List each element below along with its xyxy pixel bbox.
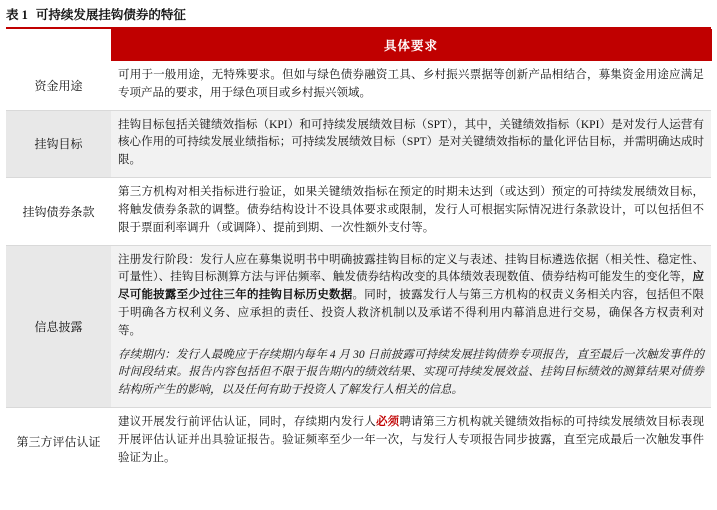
table-row — [6, 61, 711, 111]
content-paragraph — [118, 252, 704, 341]
row-content — [111, 245, 711, 408]
row-label: 信息披露 — [6, 245, 111, 408]
table-row — [6, 245, 711, 408]
row-content — [111, 61, 711, 111]
features-table — [6, 29, 712, 474]
content-paragraph — [118, 347, 704, 400]
content-run: 可用于一般用途，无特殊要求。但如与绿色债券融资工具、乡村振兴票据等创新产品相结合，募集资金用途应满足专项产品的要求，用于绿色项目或乡村振兴领域。 — [118, 69, 704, 99]
table-caption — [0, 0, 717, 27]
table-row — [6, 110, 711, 177]
content-paragraph — [118, 184, 704, 237]
row-label: 挂钩债券条款 — [6, 178, 111, 245]
row-label: 挂钩目标 — [6, 110, 111, 177]
row-content — [111, 408, 711, 475]
content-run: 建议开展发行前评估认证，同时，存续期内发行人 — [118, 416, 376, 428]
content-paragraph — [118, 117, 704, 170]
row-label: 第三方评估认证 — [16, 434, 101, 449]
content-run: 存续期内：发行人最晚应于存续期内每年 4 月 30 日前披露可持续发展挂钩债券专项报告，直至最后一次触发事件的时间段结束。报告内容包括但不限于报告期内的绩效结果、实现可持续发展效益、挂钩目标绩效的测算结果对债券结构所产生的影响，以及任何有助于投资人了解发行人相关的信息。 — [118, 348, 704, 397]
caption-number: 表 1 — [6, 8, 28, 22]
row-content — [111, 110, 711, 177]
table-header-left — [6, 30, 111, 61]
content-run: 挂钩目标包括关键绩效指标（KPI）和可持续发展绩效目标（SPT），其中，关键绩效指标（KPI）是对发行人运营有核心作用的可持续发展业绩指标；可持续发展绩效目标（SPT）是对关键绩效指标的量化评估目标，并需明确达成时限。 — [118, 118, 704, 167]
table-header-right: 具体要求 — [111, 30, 711, 61]
content-paragraph — [118, 67, 704, 103]
content-run: 第三方机构对相关指标进行验证，如果关键绩效指标在预定的时期未达到（或达到）预定的可持续发展绩效目标，将触发债券条款的调整。债券结构设计不设具体要求或限制，发行人可根据实际情况进行条款设计，可以包括但不限于票面利率调升（或调降）、提前到期、一次性额外支付等。 — [118, 186, 704, 234]
content-run: 应尽可能披露至少过往三年的挂钩目标历史数据 — [118, 271, 704, 302]
content-run: 必须 — [375, 416, 400, 428]
caption-title: 可持续发展挂钩债券的特征 — [35, 8, 186, 22]
content-paragraph — [118, 414, 704, 467]
table-header-row — [6, 30, 711, 61]
table-row — [6, 408, 711, 475]
content-run: 聘请第三方机构就关键绩效指标的可持续发展绩效目标表现开展评估认证并出具验证报告。验证频率至少一年一次，与发行人专项报告同步披露，直至完成最后一次触发事件验证为止。 — [118, 416, 704, 464]
table-row — [6, 178, 711, 245]
table-body — [6, 61, 711, 475]
content-run: 。同时，披露发行人与第三方机构的权责义务相关内容，包括但不限于明确各方权利义务、应承担的责任、投资人救济机制以及承诺不得利用内幕消息进行交易，确保各方权责利对等。 — [118, 289, 705, 337]
content-run: 注册发行阶段：发行人应在募集说明书中明确披露挂钩目标的定义与表述、挂钩目标遴选依据（相关性、稳定性、可量性）、挂钩目标测算方法与评估频率、触发债券结构改变的具体绩效表现数值、债券结构可能发生的变化等， — [118, 253, 704, 284]
row-label: 资金用途 — [6, 61, 111, 111]
row-content — [111, 178, 711, 245]
